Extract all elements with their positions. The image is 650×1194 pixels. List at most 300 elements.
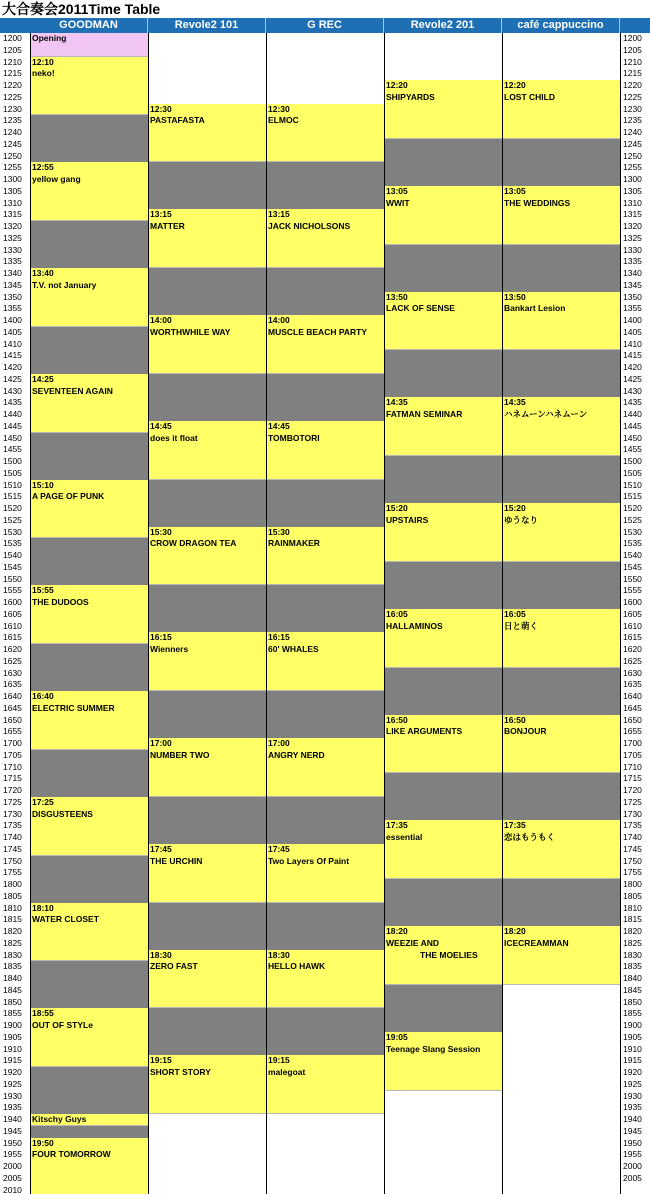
slot-start-time: 19:15 <box>268 1055 290 1066</box>
time-label: 1355 <box>3 303 22 314</box>
time-label: 1805 <box>3 890 22 901</box>
slot-start-time: 17:00 <box>268 738 290 748</box>
slot-start-time: 12:20 <box>386 80 408 90</box>
time-label: 1820 <box>3 926 22 936</box>
band-name: T.V. not January <box>32 279 97 290</box>
changeover-gap <box>384 985 502 1032</box>
time-label: 1345 <box>3 279 22 290</box>
band-name: LACK OF SENSE <box>386 303 455 314</box>
time-label: 1555 <box>3 585 22 596</box>
slot-start-time: 15:30 <box>150 526 172 537</box>
time-label: 1310 <box>3 197 22 208</box>
slot-start-time: 12:55 <box>32 162 54 173</box>
time-label: 1225 <box>3 91 22 102</box>
changeover-gap <box>384 562 502 609</box>
time-label: 1835 <box>623 961 642 972</box>
time-label: 1825 <box>623 937 642 948</box>
band-name: A PAGE OF PUNK <box>32 491 105 502</box>
performance-slot <box>30 1114 148 1126</box>
time-label: 1935 <box>3 1102 22 1113</box>
time-label: 1215 <box>623 68 642 79</box>
slot-start-time: 16:05 <box>386 608 408 619</box>
time-label: 1950 <box>623 1137 642 1148</box>
slot-start-time: 16:15 <box>268 632 290 643</box>
time-label: 2000 <box>623 1161 642 1171</box>
time-label: 1210 <box>623 56 642 67</box>
performance-slot <box>148 738 266 797</box>
time-label: 1740 <box>3 832 22 842</box>
performance-slot <box>384 397 502 456</box>
band-name: Teenage Slang Session <box>386 1043 481 1054</box>
stage-column-cafe-cappuccino <box>502 33 620 1194</box>
slot-start-time: 15:10 <box>32 479 54 490</box>
time-label: 1635 <box>3 679 22 690</box>
time-label: 1840 <box>623 973 642 983</box>
slot-start-time: 16:05 <box>504 608 526 619</box>
performance-slot <box>30 57 148 116</box>
time-label: 1330 <box>3 244 22 255</box>
time-label: 1605 <box>3 608 22 619</box>
changeover-gap <box>266 903 384 950</box>
changeover-gap <box>502 879 620 926</box>
time-label: 1615 <box>3 632 22 643</box>
time-label: 1855 <box>623 1008 642 1019</box>
changeover-gap <box>30 221 148 268</box>
performance-slot <box>148 421 266 480</box>
changeover-gap <box>502 139 620 186</box>
time-label: 1330 <box>623 244 642 255</box>
slot-start-time: 12:20 <box>504 80 526 90</box>
stage-column-revole2-201 <box>384 33 502 1194</box>
time-label: 1825 <box>3 937 22 948</box>
changeover-gap <box>30 433 148 480</box>
time-label: 1720 <box>623 785 642 795</box>
band-name: 恋はもうもく <box>504 832 556 842</box>
time-label: 1550 <box>623 573 642 584</box>
band-name: Opening <box>32 33 67 43</box>
slot-start-time: 18:20 <box>386 926 408 936</box>
band-name: ELMOC <box>268 115 299 126</box>
time-label: 1620 <box>3 644 22 654</box>
changeover-gap <box>148 585 266 632</box>
slot-start-time: 16:50 <box>386 714 408 725</box>
time-label: 1720 <box>3 785 22 795</box>
band-name: ICECREAMMAN <box>504 937 569 948</box>
time-label: 1220 <box>3 80 22 90</box>
time-label: 1540 <box>623 550 642 560</box>
time-label: 1435 <box>3 397 22 408</box>
time-label: 1750 <box>3 855 22 866</box>
performance-slot <box>30 903 148 962</box>
time-label: 1945 <box>3 1125 22 1136</box>
time-label: 1930 <box>3 1090 22 1101</box>
band-name: Bankart Lesion <box>504 303 566 314</box>
column-header-cafe-cappuccino: café cappuccino <box>502 18 620 33</box>
band-name: ELECTRIC SUMMER <box>32 702 115 713</box>
time-label: 1850 <box>623 996 642 1007</box>
grid-line <box>384 33 385 1194</box>
changeover-gap <box>266 585 384 632</box>
changeover-gap <box>266 1008 384 1055</box>
time-label: 1525 <box>623 514 642 525</box>
time-label: 1815 <box>623 914 642 925</box>
band-name: ハネムーンハネムーン <box>504 409 588 419</box>
slot-start-time: 17:35 <box>386 820 408 831</box>
time-label: 1250 <box>3 150 22 161</box>
slot-start-time: 19:15 <box>150 1055 172 1066</box>
time-label: 1440 <box>623 409 642 419</box>
time-label: 1610 <box>3 620 22 631</box>
slot-start-time: 14:35 <box>504 397 526 408</box>
time-label: 1320 <box>623 221 642 231</box>
time-label: 1405 <box>623 326 642 337</box>
time-label: 1445 <box>623 420 642 431</box>
time-label: 1210 <box>3 56 22 67</box>
time-label: 1240 <box>623 127 642 137</box>
time-label: 1830 <box>3 949 22 960</box>
band-name: UPSTAIRS <box>386 514 429 525</box>
time-label: 1830 <box>623 949 642 960</box>
band-name: WEEZIE AND <box>386 937 440 948</box>
changeover-gap <box>384 245 502 292</box>
performance-slot <box>266 104 384 163</box>
time-label: 1245 <box>3 138 22 149</box>
time-label: 1300 <box>3 174 22 184</box>
time-label: 1450 <box>3 432 22 443</box>
band-name: MATTER <box>150 221 185 231</box>
time-label: 1325 <box>623 232 642 243</box>
time-label: 1320 <box>3 221 22 231</box>
slot-start-time: 12:30 <box>150 103 172 114</box>
performance-slot <box>384 926 502 985</box>
slot-start-time: 13:05 <box>386 185 408 196</box>
time-label: 1730 <box>623 808 642 819</box>
time-label: 1635 <box>623 679 642 690</box>
page-title: 大合奏会2011Time Table <box>2 1 161 17</box>
grid-line <box>148 33 149 1194</box>
time-label: 1520 <box>3 503 22 513</box>
performance-slot <box>502 292 620 351</box>
time-label: 1300 <box>623 174 642 184</box>
changeover-gap <box>148 691 266 738</box>
changeover-gap <box>148 374 266 421</box>
band-name: DISGUSTEENS <box>32 808 93 819</box>
time-label: 1220 <box>623 80 642 90</box>
performance-slot <box>30 691 148 750</box>
time-label: 1325 <box>3 232 22 243</box>
time-label: 1620 <box>623 644 642 654</box>
band-name: PASTAFASTA <box>150 115 205 126</box>
time-label: 1955 <box>3 1149 22 1160</box>
slot-start-time: 13:50 <box>386 291 408 302</box>
time-label: 1925 <box>623 1078 642 1089</box>
time-label: 1205 <box>623 44 642 55</box>
performance-slot <box>30 162 148 221</box>
time-label: 1810 <box>3 902 22 913</box>
time-label: 1810 <box>623 902 642 913</box>
time-label: 1915 <box>3 1055 22 1066</box>
changeover-gap <box>266 797 384 844</box>
performance-slot <box>30 33 148 57</box>
slot-start-time: 15:20 <box>386 503 408 513</box>
slot-start-time: 13:05 <box>504 185 526 196</box>
performance-slot <box>30 480 148 539</box>
performance-slot <box>148 315 266 374</box>
time-label: 1940 <box>3 1114 22 1124</box>
time-label: 1725 <box>3 796 22 807</box>
band-name: NUMBER TWO <box>150 749 210 760</box>
band-name: Two Layers Of Paint <box>268 855 350 866</box>
slot-start-time: 13:40 <box>32 268 54 278</box>
slot-start-time: 14:00 <box>268 315 290 325</box>
performance-slot <box>266 738 384 797</box>
performance-slot <box>148 844 266 903</box>
slot-start-time: 15:20 <box>504 503 526 513</box>
time-label: 1600 <box>3 597 22 607</box>
changeover-gap <box>502 773 620 820</box>
performance-slot <box>266 950 384 1009</box>
time-label: 1410 <box>623 338 642 349</box>
time-label: 1535 <box>623 538 642 549</box>
band-name: FATMAN SEMINAR <box>386 409 463 419</box>
column-header-revole2-201: Revole2 201 <box>384 18 502 33</box>
time-label: 1510 <box>623 479 642 490</box>
band-name: 60' WHALES <box>268 644 319 654</box>
time-label: 1700 <box>623 738 642 748</box>
band-name: yellow gang <box>32 174 81 184</box>
stage-column-revole2-101 <box>148 33 266 1194</box>
time-label: 1255 <box>623 162 642 173</box>
band-name: ゆうなり <box>504 514 539 525</box>
time-label: 1850 <box>3 996 22 1007</box>
performance-slot <box>502 503 620 562</box>
band-name: THE URCHIN <box>150 855 203 866</box>
time-label: 1815 <box>3 914 22 925</box>
time-label: 1650 <box>3 714 22 725</box>
slot-start-time: 17:25 <box>32 796 54 807</box>
time-label: 1920 <box>623 1067 642 1077</box>
changeover-gap <box>30 856 148 903</box>
time-label: 1340 <box>3 268 22 278</box>
performance-slot <box>502 80 620 139</box>
timetable-grid <box>30 33 620 1194</box>
slot-start-time: 16:15 <box>150 632 172 643</box>
performance-slot <box>266 527 384 586</box>
time-label: 1505 <box>623 467 642 478</box>
time-label: 1845 <box>623 984 642 995</box>
band-name: CROW DRAGON TEA <box>150 538 237 549</box>
changeover-gap <box>148 797 266 844</box>
time-label: 1530 <box>3 526 22 537</box>
performance-slot <box>30 268 148 327</box>
time-label: 1535 <box>3 538 22 549</box>
time-label: 1735 <box>623 820 642 831</box>
performance-slot <box>502 715 620 774</box>
changeover-gap <box>502 245 620 292</box>
changeover-gap <box>30 115 148 162</box>
changeover-gap <box>30 1067 148 1114</box>
band-name: FOUR TOMORROW <box>32 1149 111 1160</box>
time-label: 1905 <box>623 1031 642 1042</box>
performance-slot <box>266 632 384 691</box>
slot-start-time: 14:35 <box>386 397 408 408</box>
time-label: 1750 <box>623 855 642 866</box>
time-label: 1755 <box>3 867 22 878</box>
slot-start-time: 17:45 <box>268 843 290 854</box>
band-name: OUT OF STYLe <box>32 1020 93 1030</box>
stage-column-g-rec <box>266 33 384 1194</box>
band-name: Kitschy Guys <box>32 1114 87 1124</box>
changeover-gap <box>502 456 620 503</box>
time-label: 1740 <box>623 832 642 842</box>
time-label: 1630 <box>623 667 642 678</box>
time-label: 1450 <box>623 432 642 443</box>
slot-start-time: 16:50 <box>504 714 526 725</box>
changeover-gap <box>30 750 148 797</box>
time-label: 1355 <box>623 303 642 314</box>
time-label: 1305 <box>3 185 22 196</box>
slot-start-time: 15:55 <box>32 585 54 596</box>
time-label: 1800 <box>3 879 22 889</box>
time-label: 1600 <box>623 597 642 607</box>
time-label: 1705 <box>3 749 22 760</box>
time-label: 1840 <box>3 973 22 983</box>
time-label: 1430 <box>623 385 642 396</box>
changeover-gap <box>384 350 502 397</box>
slot-start-time: 17:00 <box>150 738 172 748</box>
performance-slot <box>384 80 502 139</box>
changeover-gap <box>384 139 502 186</box>
time-label: 1755 <box>623 867 642 878</box>
time-label: 1725 <box>623 796 642 807</box>
performance-slot <box>502 397 620 456</box>
slot-start-time: 18:20 <box>504 926 526 936</box>
performance-slot <box>30 1008 148 1067</box>
time-label: 1605 <box>623 608 642 619</box>
slot-start-time: 12:10 <box>32 56 54 67</box>
time-label: 1735 <box>3 820 22 831</box>
band-name: Wienners <box>150 644 189 654</box>
changeover-gap <box>148 903 266 950</box>
time-label: 1235 <box>3 115 22 126</box>
column-header-goodman: GOODMAN <box>30 18 148 33</box>
time-label: 1405 <box>3 326 22 337</box>
time-label: 1335 <box>623 256 642 267</box>
grid-line <box>30 33 31 1194</box>
band-name: THE WEDDINGS <box>504 197 571 208</box>
slot-start-time: 18:10 <box>32 902 54 913</box>
time-label: 1645 <box>623 702 642 713</box>
time-label: 1200 <box>3 33 22 43</box>
time-label: 1655 <box>623 726 642 737</box>
slot-start-time: 14:00 <box>150 315 172 325</box>
time-label: 1540 <box>3 550 22 560</box>
performance-slot <box>502 926 620 985</box>
grid-line <box>620 33 621 1194</box>
slot-start-time: 13:50 <box>504 291 526 302</box>
time-label: 1415 <box>3 350 22 361</box>
time-label: 1350 <box>3 291 22 302</box>
time-label: 1345 <box>623 279 642 290</box>
time-label: 1515 <box>3 491 22 502</box>
time-label: 1205 <box>3 44 22 55</box>
performance-slot <box>30 1138 148 1194</box>
time-label: 1800 <box>623 879 642 889</box>
slot-start-time: 12:30 <box>268 103 290 114</box>
time-label: 1950 <box>3 1137 22 1148</box>
slot-start-time: 13:15 <box>150 209 172 220</box>
time-label: 1945 <box>623 1125 642 1136</box>
performance-slot <box>384 1032 502 1091</box>
performance-slot <box>30 585 148 644</box>
changeover-gap <box>384 773 502 820</box>
changeover-gap <box>384 456 502 503</box>
time-label: 1710 <box>3 761 22 772</box>
time-label: 1545 <box>623 561 642 572</box>
performance-slot <box>266 1055 384 1114</box>
band-name: MUSCLE BEACH PARTY <box>268 326 368 337</box>
performance-slot <box>384 609 502 668</box>
band-name: does it float <box>150 432 198 443</box>
band-name: essential <box>386 832 423 842</box>
column-header-g-rec: G REC <box>266 18 384 33</box>
performance-slot <box>266 315 384 374</box>
performance-slot <box>148 104 266 163</box>
column-header-revole2-101: Revole2 101 <box>148 18 266 33</box>
slot-start-time: 14:45 <box>150 420 172 431</box>
time-label: 2010 <box>3 1184 22 1194</box>
grid-line <box>502 33 503 1194</box>
time-label: 1515 <box>623 491 642 502</box>
performance-slot <box>266 844 384 903</box>
time-label: 1335 <box>3 256 22 267</box>
performance-slot <box>384 503 502 562</box>
time-label: 1745 <box>623 843 642 854</box>
band-name: LOST CHILD <box>504 91 555 102</box>
performance-slot <box>502 186 620 245</box>
slot-start-time: 13:15 <box>268 209 290 220</box>
time-label: 1820 <box>623 926 642 936</box>
time-label: 1305 <box>623 185 642 196</box>
time-label: 1730 <box>3 808 22 819</box>
grid-line <box>266 33 267 1194</box>
time-label: 1550 <box>3 573 22 584</box>
time-label: 2005 <box>623 1172 642 1183</box>
band-name: SHORT STORY <box>150 1067 211 1077</box>
time-label: 1835 <box>3 961 22 972</box>
time-label: 1230 <box>3 103 22 114</box>
time-label: 1500 <box>623 456 642 466</box>
time-label: 1445 <box>3 420 22 431</box>
changeover-gap <box>384 879 502 926</box>
band-name: ZERO FAST <box>150 961 198 972</box>
time-label: 1610 <box>623 620 642 631</box>
time-label: 1430 <box>3 385 22 396</box>
performance-slot <box>30 797 148 856</box>
time-label: 1955 <box>623 1149 642 1160</box>
time-label: 1645 <box>3 702 22 713</box>
changeover-gap <box>266 268 384 315</box>
header-corner-left <box>0 18 30 33</box>
band-name: SHIPYARDS <box>386 91 435 102</box>
time-label: 1500 <box>3 456 22 466</box>
time-label: 1410 <box>3 338 22 349</box>
band-name: HALLAMINOS <box>386 620 443 631</box>
time-label: 1415 <box>623 350 642 361</box>
column-header-row <box>0 18 650 33</box>
time-label: 1425 <box>3 373 22 384</box>
changeover-gap <box>148 162 266 209</box>
